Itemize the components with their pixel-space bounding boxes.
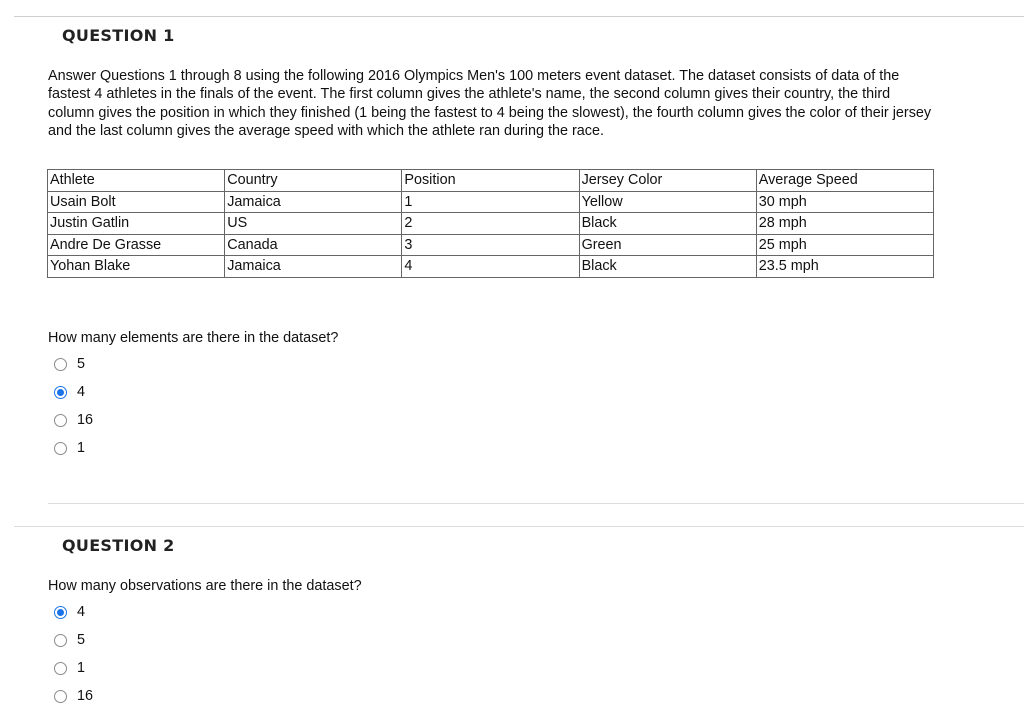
option-label: 1 (77, 660, 86, 676)
radio-button[interactable] (54, 386, 67, 399)
cell-position: 1 (402, 191, 579, 213)
option-label: 1 (77, 440, 86, 456)
radio-button[interactable] (54, 442, 67, 455)
table-row (48, 256, 934, 278)
cell-position: 3 (402, 234, 579, 256)
radio-button[interactable] (54, 690, 67, 703)
cell-position: 4 (402, 256, 579, 278)
q1-option[interactable] (54, 356, 85, 372)
cell-athlete: Justin Gatlin (48, 213, 225, 235)
header-average-speed: Average Speed (756, 170, 933, 192)
q2-option[interactable] (54, 632, 85, 648)
table-row (48, 213, 934, 235)
cell-athlete: Yohan Blake (48, 256, 225, 278)
question-1-title: QUESTION 1 (62, 26, 175, 45)
cell-position: 2 (402, 213, 579, 235)
dataset-table (47, 169, 934, 278)
cell-jersey-color: Green (579, 234, 756, 256)
table-row (48, 191, 934, 213)
question-2-prompt: How many observations are there in the dataset? (48, 578, 362, 594)
cell-jersey-color: Black (579, 213, 756, 235)
radio-button[interactable] (54, 414, 67, 427)
cell-average-speed: 25 mph (756, 234, 933, 256)
cell-jersey-color: Black (579, 256, 756, 278)
header-jersey-color: Jersey Color (579, 170, 756, 192)
question-divider (48, 503, 1024, 504)
cell-country: Canada (225, 234, 402, 256)
option-label: 5 (77, 356, 86, 372)
option-label: 16 (77, 688, 94, 704)
question-1-prompt: How many elements are there in the dataset? (48, 330, 339, 346)
top-divider (14, 16, 1024, 17)
table-header-row (48, 170, 934, 192)
q2-option[interactable] (54, 688, 93, 704)
cell-jersey-color: Yellow (579, 191, 756, 213)
option-label: 5 (77, 632, 86, 648)
cell-athlete: Andre De Grasse (48, 234, 225, 256)
q1-option[interactable] (54, 440, 85, 456)
radio-button[interactable] (54, 662, 67, 675)
cell-athlete: Usain Bolt (48, 191, 225, 213)
question-1-intro: Answer Questions 1 through 8 using the following 2016 Olympics Men's 100 meters event dataset. The dataset consists of data of the fastest 4 athletes in the finals of the event. The first column gives the athlete's name, the second column gives their country, the third column gives the position in which they finished (1 being the fastest to 4 being the slowest), the fourth column gives the color of their jersey and the last column gives the average speed with which the athlete ran during the race. (48, 68, 932, 140)
q1-option[interactable] (54, 384, 85, 400)
cell-average-speed: 23.5 mph (756, 256, 933, 278)
header-position: Position (402, 170, 579, 192)
question-2-title: QUESTION 2 (62, 536, 175, 555)
cell-average-speed: 28 mph (756, 213, 933, 235)
radio-button[interactable] (54, 634, 67, 647)
cell-country: Jamaica (225, 191, 402, 213)
option-label: 16 (77, 412, 94, 428)
cell-country: US (225, 213, 402, 235)
q1-option[interactable] (54, 412, 93, 428)
cell-country: Jamaica (225, 256, 402, 278)
header-athlete: Athlete (48, 170, 225, 192)
cell-average-speed: 30 mph (756, 191, 933, 213)
q2-option[interactable] (54, 604, 85, 620)
q2-option[interactable] (54, 660, 85, 676)
header-country: Country (225, 170, 402, 192)
radio-button[interactable] (54, 606, 67, 619)
option-label: 4 (77, 384, 86, 400)
option-label: 4 (77, 604, 86, 620)
section-divider (14, 526, 1024, 527)
table-row (48, 234, 934, 256)
radio-button[interactable] (54, 358, 67, 371)
